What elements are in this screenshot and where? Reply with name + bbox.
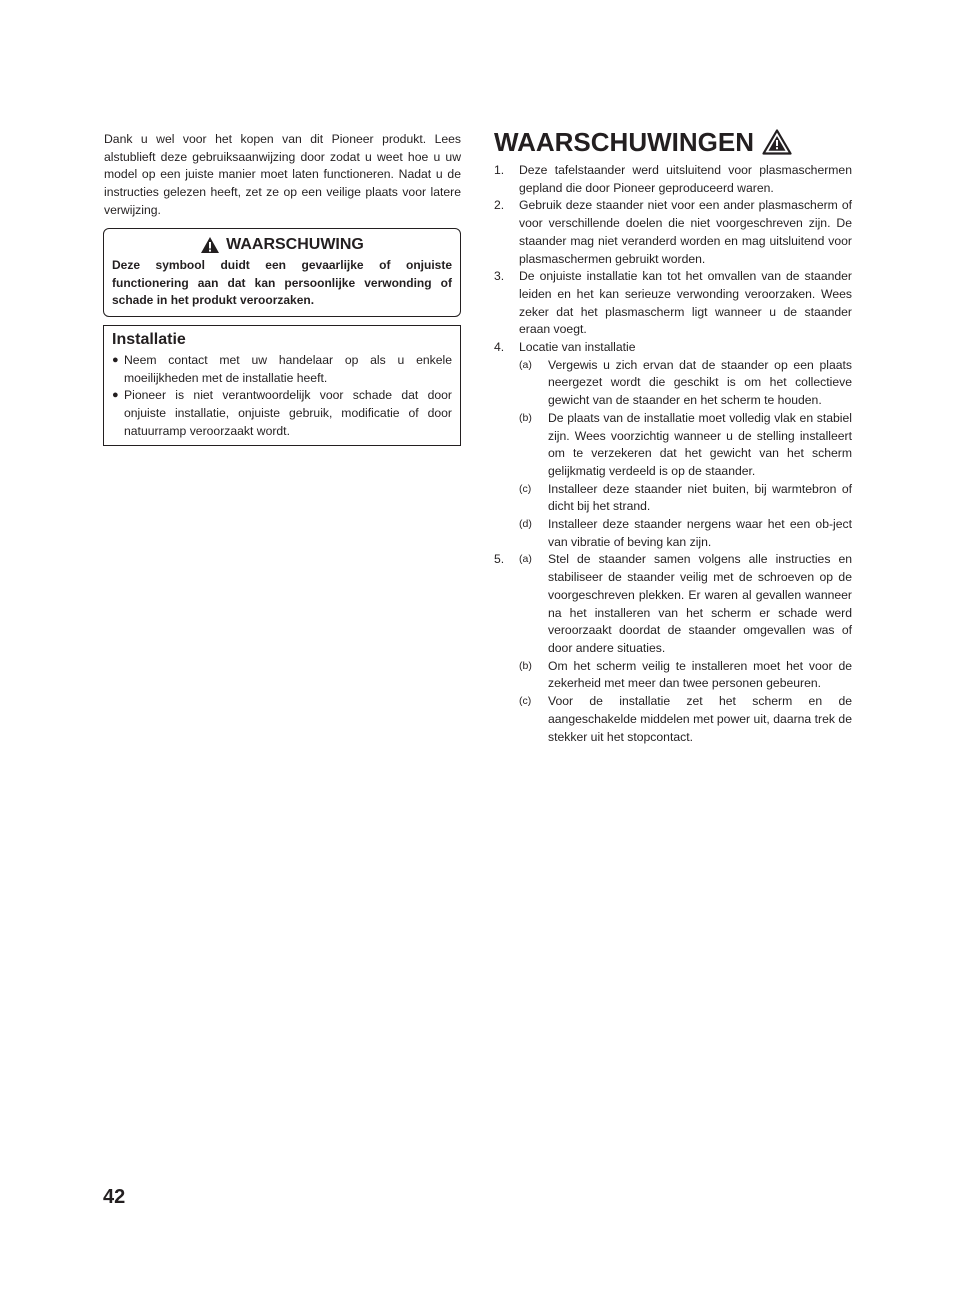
list-item xyxy=(494,339,852,551)
warning-triangle-icon xyxy=(762,129,792,155)
item-text: Gebruik deze staander niet voor een ander plasmascherm of voor verschillende doelen die niet voorgeschreven zijn. De staander mag niet veranderd worden en mag uitsluitend voor plasmaschermen gebruikt worden. xyxy=(519,198,852,266)
installation-bullet xyxy=(112,352,452,387)
item-body xyxy=(519,551,852,746)
installation-bullet xyxy=(112,387,452,440)
sub-item xyxy=(519,410,852,481)
warnings-heading xyxy=(494,127,792,157)
warning-box xyxy=(103,228,461,317)
bullet-icon: ● xyxy=(112,389,119,402)
sub-item-text: De plaats van de installatie moet volledig vlak en stabiel zijn. Wees voorzichtig wanneer u de stelling installeert om te verzekeren dat het gewicht van het scherm gelijkmatig verdeeld is op de staander. xyxy=(548,410,852,478)
sub-item-label: (c) xyxy=(519,695,532,708)
sub-item-label: (a) xyxy=(519,358,532,371)
sub-item xyxy=(519,658,852,693)
list-item xyxy=(494,551,852,746)
sub-item-text: Installeer deze staander niet buiten, bij warmtebron of dicht bij het strand. xyxy=(548,481,852,514)
sub-item-label: (d) xyxy=(519,518,532,531)
sub-item-label: (c) xyxy=(519,482,532,495)
sub-item-label: (b) xyxy=(519,659,532,672)
sub-item-text: Voor de installatie zet het scherm en de aangeschakelde middelen met power uit, daarna trek de stekker uit het stopcontact. xyxy=(548,694,852,744)
sub-item-text: Installeer deze staander nergens waar het een ob-ject van vibratie of beving kan zijn. xyxy=(548,517,852,549)
item-number: 2. xyxy=(494,198,505,213)
installation-bullet-text: Pioneer is niet verantwoordelijk voor schade dat door onjuiste installatie, onjuiste gebruik, modificatie of door natuurramp veroorzaakt wordt. xyxy=(124,388,452,438)
installation-title: Installatie xyxy=(112,331,186,348)
list-item xyxy=(494,162,852,197)
sub-item xyxy=(519,481,852,516)
page-number: 42 xyxy=(103,1186,126,1208)
item-number: 4. xyxy=(494,340,505,355)
sub-item-text: Vergewis u zich ervan dat de staander op een plaats neergezet wordt die geschikt is om het collectieve gewicht van de staander en het scherm te houden. xyxy=(548,357,852,408)
warning-triangle-icon xyxy=(200,236,220,254)
item-text: De onjuiste installatie kan tot het omvallen van de staander leiden en het kan serieuze verwonding veroorzaken. Wees zeker dat het plasmascherm ligt wanneer u de staander eraan voegt. xyxy=(519,269,852,337)
sub-item xyxy=(519,693,852,746)
item-text: Deze tafelstaander werd uitsluitend voor plasmaschermen gepland die door Pioneer geproduceerd waren. xyxy=(519,163,852,195)
item-text: Locatie van installatie xyxy=(519,340,636,355)
sub-item xyxy=(519,516,852,551)
intro-paragraph: Dank u wel voor het kopen van dit Pioneer produkt. Lees alstublieft deze gebruiksaanwijzing door zodat u weet hoe u uw model op een juiste manier moet laten functioneren. Nadat u de instructies gelezen heeft, zet ze op een veilige plaats voor latere verwijzing. xyxy=(104,132,461,217)
list-item xyxy=(494,197,852,268)
item-number: 5. xyxy=(494,552,505,567)
installation-box xyxy=(103,325,461,446)
installation-bullet-text: Neem contact met uw handelaar op als u enkele moeilijkheden met de installatie heeft. xyxy=(124,353,452,385)
warnings-title: WAARSCHUWINGEN xyxy=(494,127,754,157)
item-body xyxy=(519,339,852,551)
sub-item-text: Om het scherm veilig te installeren moet het voor de zekerheid met meer dan twee personen gebeuren. xyxy=(548,658,852,691)
sub-item-text: Stel de staander samen volgens alle instructies en stabiliseer de staander veilig met de schroeven op de voorgeschreven plekken. Er waren al gevallen wanneer na het installeren van het scherm er schade werd veroorzaakt doordat de staander omgevallen was of door andere situaties. xyxy=(548,552,852,655)
sub-item xyxy=(519,357,852,410)
warning-box-header xyxy=(112,235,452,255)
warning-box-text: Deze symbool duidt een gevaarlijke of onjuiste functionering aan dat kan persoonlijke verwonding of schade in het produkt veroorzaken. xyxy=(112,258,452,308)
warning-box-title: WAARSCHUWING xyxy=(226,236,364,253)
sub-item-label: (b) xyxy=(519,411,532,424)
sub-item xyxy=(519,551,852,657)
list-item xyxy=(494,268,852,339)
item-number: 3. xyxy=(494,269,505,284)
item-number: 1. xyxy=(494,163,505,177)
bullet-icon: ● xyxy=(112,354,119,366)
sub-item-label: (a) xyxy=(519,553,532,566)
warnings-list xyxy=(494,162,852,746)
